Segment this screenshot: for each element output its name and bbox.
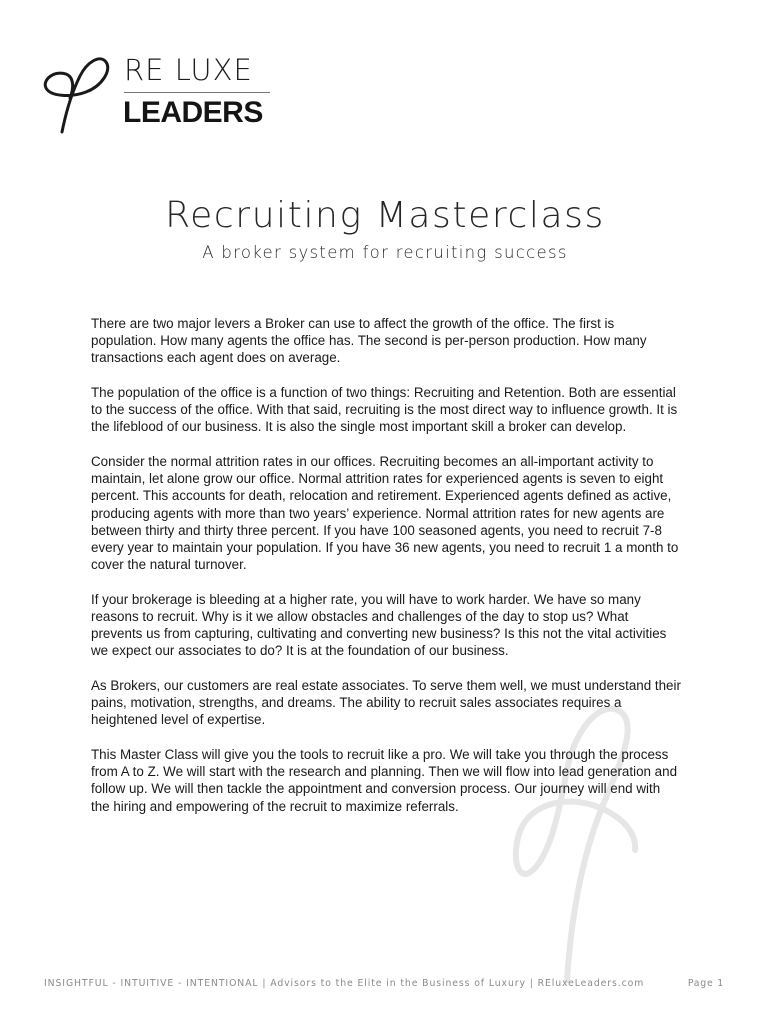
footer-tagline: INSIGHTFUL - INTUITIVE - INTENTIONAL | Advisors to the Elite in the Business of Luxury | REluxeLeaders.com <box>44 978 645 989</box>
paragraph: There are two major levers a Broker can use to affect the growth of the office. The first is population. How many agents the office has. The second is per-person production. How many transactions each agent does on average. <box>91 316 647 366</box>
brand-logo <box>40 52 280 134</box>
paragraph: Consider the normal attrition rates in our offices. Recruiting becomes an all-important activity to maintain, let alone grow our office. Normal attrition rates for experienced agents is seven to eight percent. This accounts for death, relocation and retirement. Experienced agents defined as active, producing agents with more than two years’ experience. Normal attrition rates for new agents are between thirty and thirty three percent. If you have 100 seasoned agents, you need to recruit 7-8 every year to maintain your population. If you have 36 new agents, you need to recruit 1 a month to cover the natural turnover. <box>91 454 679 573</box>
infinity-loop-logo-icon <box>40 52 112 134</box>
logo-wordmark-bottom: LEADERS <box>123 96 263 129</box>
logo-divider <box>124 92 270 93</box>
paragraph: If your brokerage is bleeding at a higher rate, you will have to work harder. We have so many reasons to recruit. Why is it we allow obstacles and challenges of the day to stop us? What prevents us from capturing, cultivating and converting new business? Is this not the vital activities we expect our associates to do? It is at the foundation of our business. <box>91 591 667 659</box>
paragraph: The population of the office is a function of two things: Recruiting and Retention. Both are essential to the success of the office. With that said, recruiting is the most direct way to influence growth. It is the lifeblood of our business. It is also the single most important skill a broker can develop. <box>91 385 678 435</box>
paragraph: As Brokers, our customers are real estate associates. To serve them well, we must understand their pains, motivation, strengths, and dreams. The ability to recruit sales associates requires a heightened level of expertise. <box>91 678 681 728</box>
page-number: Page 1 <box>687 978 724 989</box>
page-title: Recruiting Masterclass <box>165 195 605 236</box>
page-subtitle: A broker system for recruiting success <box>202 243 568 262</box>
article-body <box>91 315 681 832</box>
logo-wordmark-top: RE LUXE <box>124 53 253 87</box>
paragraph: This Master Class will give you the tools to recruit like a pro. We will take you through the process from A to Z. We will start with the research and planning. Then we will flow into lead generation and follow up. We will then tackle the appointment and conversion process. Our journey will end with the hiring and empowering of the recruit to maximize referrals. <box>91 747 678 814</box>
